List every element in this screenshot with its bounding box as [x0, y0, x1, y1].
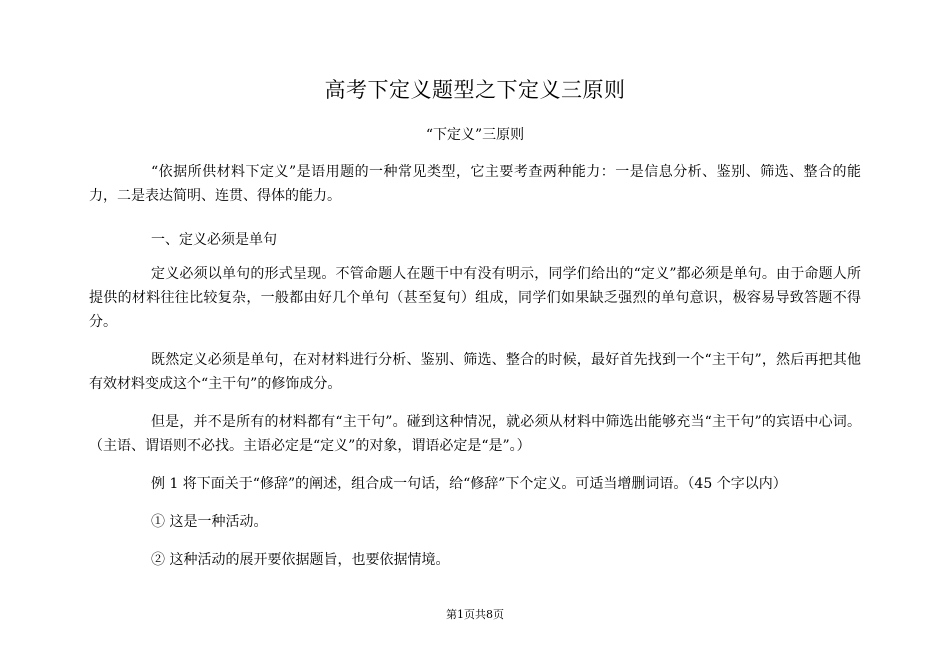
list-item: ① 这是一种活动。: [151, 514, 268, 530]
document-subtitle: “下定义”三原则: [425, 127, 525, 143]
example-paragraph: 例 1 将下面关于“修辞”的阐述，组合成一句话，给“修辞”下个定义。可适当增删词语。（45 个字以内）: [151, 476, 787, 492]
body-paragraph: 既然定义必须是单句，在对材料进行分析、鉴别、筛选、整合的时候，最好首先找到一个“主干句”，然后再把其他有效材料变成这个“主干句”的修饰成分。: [89, 352, 861, 392]
page-footer: 第1页共8页: [446, 608, 504, 621]
intro-paragraph: “依据所供材料下定义”是语用题的一种常见类型，它主要考查两种能力：一是信息分析、鉴别、筛选、整合的能力，二是表达简明、连贯、得体的能力。: [89, 164, 861, 204]
list-item: ② 这种活动的展开要依据题旨，也要依据情境。: [151, 552, 450, 568]
section-heading: 一、定义必须是单句: [151, 232, 277, 248]
document-title: 高考下定义题型之下定义三原则: [324, 78, 626, 102]
body-paragraph: 但是，并不是所有的材料都有“主干句”。碰到这种情况，就必须从材料中筛选出能够充当“主干句”的宾语中心词。（主语、谓语则不必找。主语必定是“定义”的对象，谓语必定是“是”。）: [89, 414, 861, 454]
body-paragraph: 定义必须以单句的形式呈现。不管命题人在题干中有没有明示，同学们给出的“定义”都必须是单句。由于命题人所提供的材料往往比较复杂，一般都由好几个单句（甚至复句）组成，同学们如果缺乏强烈的单句意识，极容易导致答题不得分。: [89, 266, 861, 330]
